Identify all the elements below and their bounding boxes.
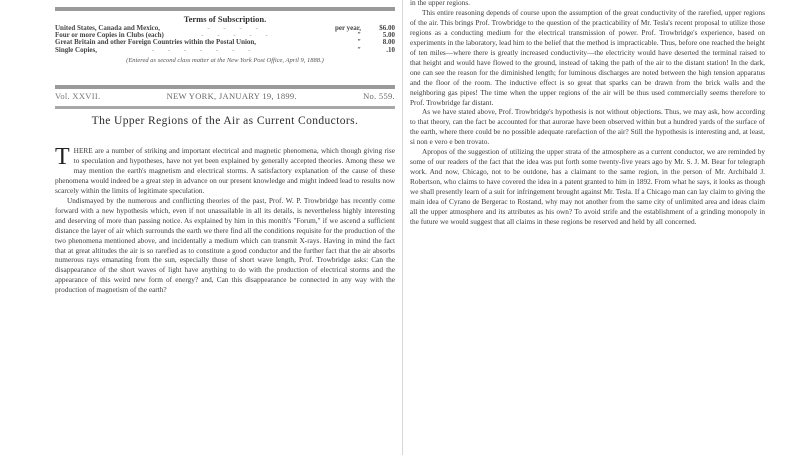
- rate-price: 8.00: [382, 38, 395, 47]
- rate-price: 5.00: [382, 31, 395, 40]
- article-title: The Upper Regions of the Air as Current Conductors.: [91, 115, 359, 127]
- rate-period: ": [357, 38, 361, 47]
- paragraph: This entire reasoning depends of course upon the assumption of the great conductivity of the rarefied, upper regions of the air. This brings Prof. Trowbridge to the question of the practicability of Mr. Tesla's recent proposal to utilize those regions as a conducting medium for the electrical transmission of power. Prof. Trowbridge's experience, based on experiments in the laboratory, lead him to the belief that the method is impracticable. Thus, before one reached the height of ten miles—where there is greatly increased conductivity—the electricity would have deserted the terminal raised to that height and would have flowed to the ground, instead of taking the path of the air to the distant station! In the dark, one can see the reason for the diminished length; for luminous discharges are noted between the high tension apparatus and the floor of the room. The inductive effect is so great that sparks can be drawn from the brick walls and the neighboring gas pipes! The time when the upper regions of the air will be thus used commercially seems therefore to Prof. Trowbridge far distant.: [410, 7, 765, 107]
- leader-dots: - - - -: [207, 25, 264, 32]
- rate-period: ": [357, 45, 361, 54]
- rate-label: Four or more Copies in Clubs (each): [55, 31, 164, 40]
- paragraph: [55, 146, 395, 196]
- dateline: NEW YORK, JANUARY 19, 1899.: [166, 91, 297, 101]
- top-rule: [55, 7, 395, 11]
- masthead: [55, 91, 395, 101]
- article-body-right: [410, 0, 765, 227]
- rate-price: $6.00: [379, 24, 395, 32]
- volume-number: Vol. XXVII.: [55, 91, 101, 101]
- paragraph-text: HERE are a number of striking and important electrical and magnetic phenomena, which though giving rise to speculation and hypotheses, have not yet been explained by generally accepted theories. Among these we may mention the earth's magnetism and electrical storms. A satisfactory explanation of the cause of these phenomena would indeed be a great step in advance on our present knowledge and might indeed lead to results now scarcely within the limits of legitimate speculation.: [55, 146, 395, 195]
- masthead-bottom-rule: [55, 106, 395, 109]
- rate-period: per year,: [334, 24, 361, 32]
- subscription-terms: [55, 14, 395, 64]
- paragraph: Undismayed by the numerous and conflicting theories of the past, Prof. W. P. Trowbridge has recently come forward with a new hypothesis which, even if not unassailable in all its details, is nevertheless highly interesting and deserving of more than passing notice. As explained by him in this month's "Forum," if we ascend a sufficient distance the layer of air which surrounds the earth we there find all the conditions requisite for the production of the two phenomena mentioned above, and incidentally a medium which can transmit X-rays. Having in mind the fact that at great altitudes the air is so rarefied as to constitute a good conductor and the further fact that the air absorbs numerous rays emanating from the sun, especially those of short wave length, Prof. Trowbridge asks: Can the disappearance of the short waves of light have anything to do with the production of electrical storms and the appearance of this weird new form of energy? and, Can this disappearance be connected in any way with the production of magnetism of the earth?: [55, 195, 395, 295]
- rate-label: Single Copies,: [55, 45, 98, 54]
- leader-dots: - - - - - - -: [151, 46, 257, 54]
- leader-dots: [256, 39, 311, 46]
- issue-number: No. 559.: [363, 91, 395, 101]
- paragraph: As we have stated above, Prof. Trowbridge's hypothesis is not without objections. Thus, we may ask, how according to that theory, can the fact be accounted for that aurorae have been observed within but a hundred yards of the surface of the earth, where there could be no possible adequate rarefaction of the air? Still the hypothesis is interesting and, at least, si non e vero e ben trovato.: [410, 107, 765, 147]
- drop-cap: T: [55, 144, 70, 170]
- rate-price: .10: [386, 45, 395, 54]
- paragraph: in the upper regions.: [410, 0, 470, 7]
- paragraph: Apropos of the suggestion of utilizing the upper strata of the atmosphere as a current conductor, we are reminded by some of our readers of the fact that the idea was put forth some twenty-five years ago by Mr. S. J. M. Bear for telegraph work. And now, Chicago, not to be outdone, has a claimant to the same region, in the person of Mr. Archibald J. Robertson, who claims to have covered the idea in a patent granted to him in 1892. From what he says, it looks as though we shall presently learn of a suit for infringement brought against Mr. Tesla. If a Chicago man can lay claim to giving the main idea of Cyrano de Bergerac to Rostand, why may not another from the same city of unlimited area and ideas claim all the upper atmosphere and its attributes as his own? To avoid strife and the establishment of a grinding monopoly in the future we would suggest that all claims in these regions be reserved and held by all concerned.: [410, 147, 765, 226]
- masthead-top-rule: [55, 85, 395, 89]
- entry-note: (Entered as second class matter at the New York Post Office, April 9, 1888.): [126, 56, 324, 64]
- column-divider: [402, 0, 403, 455]
- leader-dots: - - - - -: [201, 32, 274, 40]
- rate-row: [55, 47, 395, 54]
- article-body-left: [55, 146, 395, 295]
- terms-title: Terms of Subscription.: [183, 14, 267, 24]
- rate-row: [55, 39, 395, 46]
- rate-label: Great Britain and other Foreign Countries within the Postal Union,: [55, 38, 257, 47]
- rate-period: ": [357, 31, 361, 40]
- rate-label: United States, Canada and Mexico,: [55, 24, 161, 32]
